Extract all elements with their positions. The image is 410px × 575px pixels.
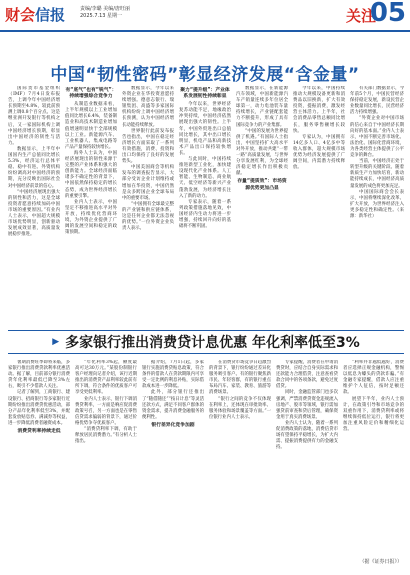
subheading: 存量“提质效”：市场资源优势更加凸显 — [237, 179, 287, 191]
paragraph: “中国的发展为世界提供了机遇。”有国际人士指出，中国坚持扩大高水平对外开放，推动共建“一带一路”高质量发展，与世界分享发展红利，为全球经济稳定增长作出积极贡献。 — [236, 128, 288, 177]
paragraph: 展望下半年，业内人士预计，在政策引导和市场竞争的双重作用下，消费贷利率或将继续保持低位运行，银行将更加注重风险定价和精细化运营。 — [343, 396, 404, 433]
paragraph: 中国国际商会会长表示，中国将继续深化改革、扩大开放，为世界经济注入更多稳定性和确定性。（来源：新华社） — [350, 189, 404, 219]
paragraph: 专家提醒，消费者在申请消费贷时，应结合自身实际需求和还款能力合理借贷，注意查看贷款合同中的各项条款，避免过度借贷。 — [276, 360, 338, 390]
article1-col4 — [179, 86, 231, 322]
paragraph: 数据显示，在新能源汽车领域，中国新能源汽车产销量连续多年位居全球第一，动力电池装车量持续增长，产业链配套能力不断提升，形成了具有国际竞争力的产业集群。 — [236, 86, 288, 128]
source-credit: （据《证券日报》） — [359, 559, 402, 565]
article1-col2 — [65, 86, 117, 322]
paragraph: 当前，中国经济正处于转型升级的关键阶段。随着新质生产力加快培育，新动能持续成长，中国经济高质量发展的成色将更加充足。 — [350, 159, 404, 189]
subheading: 消费贷利率持续走低 — [17, 429, 61, 435]
paragraph: 业内人士表示，中国坚定不移推进高水平对外开放，持续优化营商环境，为外资企业提供了广阔的发展空间和稳定的政策预期。 — [65, 199, 117, 236]
paragraph: 同时，金融监管部门也多次强调，严禁消费贷资金违规流入房地产、股市等领域，银行需加强贷前审查和贷后管理，确保资金用于真实消费场景。 — [276, 390, 338, 420]
article2-col6 — [343, 360, 404, 556]
paragraph: 中国美国商会等机构发布的调查报告显示，大部分受访企业计划维持或增加在华投资，中国仍然是众多跨国企业全球布局中的重要市场。 — [122, 165, 174, 201]
paragraph: 海外人士认为，中国经济展现出的韧性来源于完整的产业体系和强大的创新能力。全球经济面临诸多不确定性的背景下，中国依然保持稳定的增长态势，成为世界经济增长的重要引擎。 — [65, 150, 117, 199]
paragraph: 与此同时，中国持续推进新型工业化，加快建设现代化产业体系。人工智能、生物制造、商业航天、低空经济等新兴产业蓬勃发展，为经济增长注入了新的动力。 — [179, 157, 231, 199]
paragraph: 今年以来，世界经济复苏动能不足，地缘政治冲突持续，中国经济依然展现出强大的韧性。上半年，中国外贸进出口总值同比增长，其中出口增长明显，机电产品和高新技术产品出口保持较快增长。 — [179, 102, 231, 156]
section-label: 关注 — [345, 7, 376, 25]
article1-col6 — [293, 86, 345, 322]
paragraph: 从制造业数据来看，上半年规模以上工业增加值同比增长6.4%，装备制造业和高技术制造业增加值增速明显快于全部规模以上工业。新能源汽车、工业机器人、集成电路等产品产量保持较快增长。 — [65, 102, 117, 150]
date-line: 2025.7.13 星期一 — [80, 13, 123, 19]
arrow-icon: ▶ — [52, 337, 60, 347]
article2-col4 — [209, 360, 271, 556]
article1-headline: 中国“韧性密码”彰显经济发展“含金量” — [50, 65, 360, 85]
page-number: 05 — [369, 0, 406, 28]
brand-logo: 财会信报 — [5, 6, 66, 24]
paragraph: 此外，部分银行还推出了“随借随还”“按日计息”等灵活还款方式，满足不同客户群体的资金需求，提升消费金融服务的便利性。 — [142, 390, 204, 420]
paragraph: “中国拥有全球最完整的产业链和供应链体系，这是任何企业都无法忽视的优势。”一位外资企业负责人表示。 — [122, 201, 174, 232]
article1-col1 — [8, 86, 60, 322]
paragraph: “年化利率3%起，额度最高可达30万元。”某股份制银行客户经理向记者介绍，该行近期推出的消费贷产品利率较此前有所下调，符合条件的优质客户可享受更低利率。 — [75, 360, 137, 396]
paragraph: 数据显示，上半年中国国内生产总值同比增长5.3%，经济运行总体平稳、稳中有进。外资机构纷纷调高对中国经济的预期，充分反映出国际社会对中国经济前景的信心。 — [8, 146, 60, 189]
paragraph: 世界银行此前发布报告也指出，中国在稳定经济增长方面采取了一系列有效措施，消费、投资和出口均保持了良好的发展势头。 — [122, 128, 174, 165]
paragraph: “外资企业对中国市场的信心来自于中国经济长期向好的基本面。”业内人士表示，中国不断完善市场化、法治化、国际化营商环境，为各类经营主体提供了公平竞争的舞台。 — [350, 116, 404, 159]
article1-col7 — [350, 86, 404, 322]
paragraph: 据介绍，7月1日起，多家银行实施消费贷贴息政策，符合条件的借款人在贷款期限内可享受一定比例的利息补贴，实际借款成本进一步降低。 — [142, 360, 204, 390]
paragraph: 暑期消费旺季即将来临，多家银行推出消费贷款利率优惠活动。据了解，目前部分银行消费贷年化利率最低已降至3%左右，吸引不少借款人关注。 — [8, 360, 70, 390]
paragraph: “消费贷利率下调，有助于释放居民消费潜力。”有分析人士指出。 — [75, 427, 137, 445]
subheading: 聚力“提升级”：产业体系发展韧性持续彰显 — [180, 88, 230, 100]
masthead — [0, 0, 410, 32]
paragraph: 在消费贷市场竞争日趋激烈的背景下，银行纷纷通过差异化服务吸引客户。有的银行聚焦新市民、年轻客群，有的银行重点布局汽车、家装、教育、旅游等消费场景。 — [209, 360, 271, 396]
article2-headline: 多家银行推出消费贷计息优惠 年化利率低至3% — [65, 335, 360, 351]
paragraph: “银行之间的竞争不仅体现在利率上，还体现在审批效率、服务体验和场景覆盖等方面。”一位银行业内人士表示。 — [209, 396, 271, 420]
paragraph: 专家认为，中国拥有14亿多人口、4亿多中等收入群体，超大规模市场优势为经济发展提供了广阔空间，内需潜力持续释放。 — [293, 134, 345, 171]
article2-col5 — [276, 360, 338, 556]
article1-col5 — [236, 86, 288, 322]
paragraph: “利率并非越低越好，消费者应选择正规金融机构，警惕以低息为噱头的贷款诈骗。”有金融专家提醒，借款人应注重维护个人征信，按时足额还款。 — [343, 360, 404, 396]
paper-meta — [80, 6, 130, 20]
paragraph: 业内人士表示，银行下调消费贷利率，一方面是响应促消费政策号召，另一方面也是在零售信贷需求偏弱的背景下，通过价格优势争夺优质客户。 — [75, 396, 137, 426]
article1-col3 — [122, 86, 174, 322]
paragraph: 业内人士认为，随着一系列促消费政策的落地，消费信贷市场有望保持平稳增长，为扩大内需、提振消费提供有力的金融支持。 — [276, 420, 338, 451]
editor-line: 责编/李璐 美编/唐旺丽 — [80, 6, 130, 12]
subheading: 有“底气”也有“锐气”：持续增强综合竞争力 — [65, 88, 117, 100]
paragraph: “中国经济展现出强大的韧性和活力，这是全球投资者愿意持续加码中国市场的重要原因。”有业内人士表示，中国超大规模市场优势明显，创新驱动发展成效显著，高质量发展稳步推进。 — [8, 189, 60, 238]
paragraph: 数据显示，今年以来外资企业在华投资意愿持续增强。德意志银行、瑞银集团、高盛等多家国际机构纷纷上调中国经济增长预测，认为中国经济增长动能持续释放。 — [122, 86, 174, 128]
article2-col3 — [142, 360, 204, 556]
article2-headline-bar — [8, 330, 404, 354]
paragraph: 今年以来，中国持续推动大规模设备更新和消费品以旧换新，扩大有效投资，提振消费，激发经营主体活力。上半年，社会消费品零售总额同比增长，服务零售额增长较快。 — [293, 86, 345, 134]
paragraph: 记者了解到，工商银行、建设银行、招商银行等多家银行近期纷纷推出消费贷优惠活动，部分产品年化利率低至3%，并配套发放贴息券、满减券等权益，进一步降低消费者融资成本。 — [8, 390, 70, 426]
subheading: 银行差异化竞争加剧 — [151, 422, 195, 428]
paragraph: 有关部门数据显示，今年前5个月，中国民营经济保持稳定发展，新设民营企业数量同比增长，民营经济活力持续增强。 — [350, 86, 404, 116]
article2-col1 — [8, 360, 70, 556]
paragraph: 国际货币基金组织（IMF）7月4日发布报告，上调今年中国经济增长预期至4.8%，较此前预测上调0.8个百分点。这是继亚洲开发银行等机构之后，又一家国际机构上调中国经济增长预期，彰显出中国经济的韧性与活力。 — [8, 86, 60, 146]
article2-col2 — [75, 360, 137, 556]
paragraph: 专家表示，随着一系列政策措施落地见效，中国经济内生动力将进一步增强，持续回升向好的基础将不断巩固。 — [179, 199, 231, 230]
